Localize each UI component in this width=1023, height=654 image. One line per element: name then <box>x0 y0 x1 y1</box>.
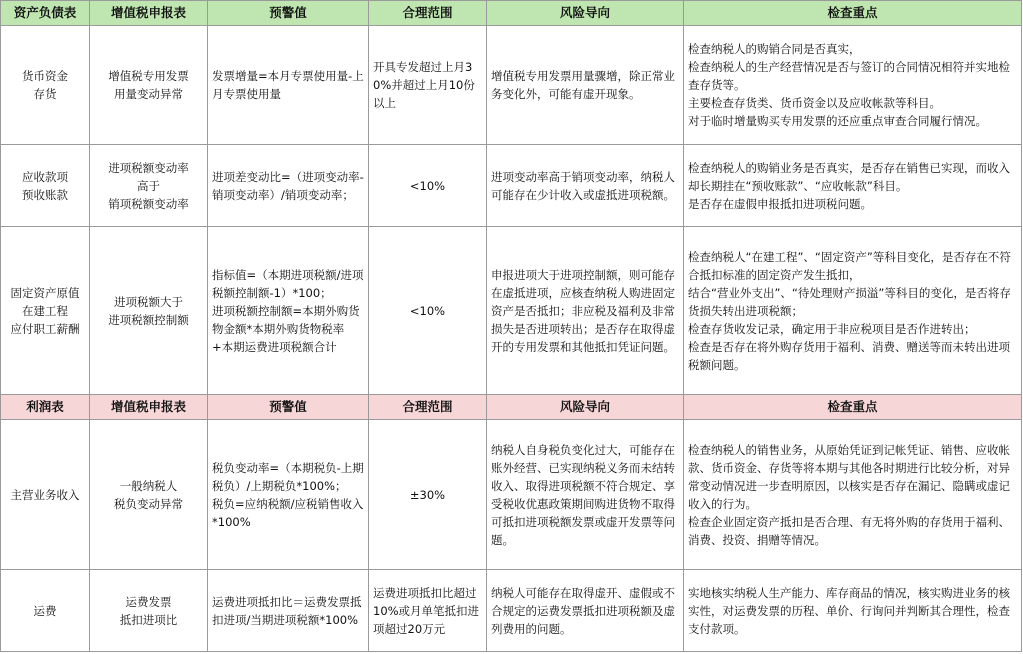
risk-cell: 增值税专用发票用量骤增，除正常业务变化外，可能有虚开现象。 <box>487 26 684 145</box>
risk-cell: 纳税人自身税负变化过大，可能存在账外经营、已实现纳税义务而未结转收入、取得进项税额不符合规定、享受税收优惠政策期间购进货物不取得可抵扣进项税额发票或虚开发票等问题。 <box>487 420 684 570</box>
range-cell: <10% <box>369 227 487 395</box>
warning-cell: 税负变动率=（本期税负-上期税负）/上期税负*100%； 税负=应纳税额/应税销售收入*100% <box>208 420 369 570</box>
focus-cell: 实地核实纳税人生产能力、库存商品的情况，核实购进业务的核实性，对运费发票的历程、单价、行询问并判断其合理性，检查支付款项。 <box>684 570 1022 652</box>
risk-cell: 申报进项大于进项控制额，则可能存在虚抵进项，应核查纳税人购进固定资产是否抵扣；非应税及福利及非常损失是否进项转出；是否存在取得虚开的专用发票和其他抵扣凭证问题。 <box>487 227 684 395</box>
focus-cell: 检查纳税人的销售业务，从原始凭证到记帐凭证、销售、应收帐款、货币资金、存货等将本期与其他各时期进行比较分析，对异常变动情况进一步查明原因，以核实是否存在漏记、隐瞒或虚记收入的行为。 检查企业固定资产抵扣是否合理、有无将外购的存货用于福利、消费、投资、捐赠等情况。 <box>684 420 1022 570</box>
item-cell: 货币资金 存货 <box>1 26 90 145</box>
table-row <box>1 145 1022 227</box>
header-cell: 资产负债表 <box>1 1 90 26</box>
item-cell: 应收款项 预收账款 <box>1 145 90 227</box>
declaration-cell: 一般纳税人 税负变动异常 <box>90 420 208 570</box>
header-cell: 增值税申报表 <box>90 1 208 26</box>
header-cell: 合理范围 <box>369 395 487 420</box>
range-cell: <10% <box>369 145 487 227</box>
warning-cell: 指标值=（本期进项税额/进项税额控制额-1）*100； 进项税额控制额=本期外购货物金额*本期外购货物税率+本期运费进项税额合计 <box>208 227 369 395</box>
header-cell: 利润表 <box>1 395 90 420</box>
declaration-cell: 运费发票 抵扣进项比 <box>90 570 208 652</box>
focus-cell: 检查纳税人“在建工程”、“固定资产”等科目变化，是否存在不符合抵扣标准的固定资产发生抵扣， 结合“营业外支出”、“待处理财产损溢”等科目的变化，是否将存货损失转出进项税额； 检查存货收发记录，确定用于非应税项目是否作进转出； 检查是否存在将外购存货用于福利、消费、赠送等而未转出进项税额问题。 <box>684 227 1022 395</box>
header-cell: 风险导向 <box>487 395 684 420</box>
warning-cell: 发票增量=本月专票使用量-上月专票使用量 <box>208 26 369 145</box>
declaration-cell: 进项税额大于 进项税额控制额 <box>90 227 208 395</box>
table-row <box>1 26 1022 145</box>
header-row-balance-sheet <box>1 1 1022 26</box>
warning-cell: 进项差变动比=（进项变动率-销项变动率）/销项变动率； <box>208 145 369 227</box>
declaration-cell: 增值税专用发票 用量变动异常 <box>90 26 208 145</box>
header-cell: 增值税申报表 <box>90 395 208 420</box>
risk-cell: 纳税人可能存在取得虚开、虚假或不合规定的运费发票抵扣进项税额及虚列费用的问题。 <box>487 570 684 652</box>
table-row <box>1 570 1022 652</box>
warning-cell: 运费进项抵扣比＝运费发票抵扣进项/当期进项税额*100% <box>208 570 369 652</box>
header-cell: 预警值 <box>208 395 369 420</box>
header-cell: 检查重点 <box>684 395 1022 420</box>
range-cell: ±30% <box>369 420 487 570</box>
focus-cell: 检查纳税人的购销合同是否真实， 检查纳税人的生产经营情况是否与签订的合同情况相符并实地检查存货等。 主要检查存货类、货币资金以及应收帐款等科目。 对于临时增量购买专用发票的还应重点审查合同履行情况。 <box>684 26 1022 145</box>
range-cell: 开具专发超过上月30%并超过上月10份以上 <box>369 26 487 145</box>
item-cell: 固定资产原值 在建工程 应付职工薪酬 <box>1 227 90 395</box>
header-row-income-statement <box>1 395 1022 420</box>
declaration-cell: 进项税额变动率 高于 销项税额变动率 <box>90 145 208 227</box>
table-row <box>1 420 1022 570</box>
header-cell: 预警值 <box>208 1 369 26</box>
item-cell: 运费 <box>1 570 90 652</box>
table-row <box>1 227 1022 395</box>
range-cell: 运费进项抵扣比超过10%或月单笔抵扣进项超过20万元 <box>369 570 487 652</box>
header-cell: 检查重点 <box>684 1 1022 26</box>
risk-cell: 进项变动率高于销项变动率，纳税人可能存在少计收入或虚抵进项税额。 <box>487 145 684 227</box>
header-cell: 合理范围 <box>369 1 487 26</box>
item-cell: 主营业务收入 <box>1 420 90 570</box>
header-cell: 风险导向 <box>487 1 684 26</box>
focus-cell: 检查纳税人的购销业务是否真实，是否存在销售已实现，而收入却长期挂在“预收账款”、“应收帐款”科目。 是否存在虚假申报抵扣进项税问题。 <box>684 145 1022 227</box>
